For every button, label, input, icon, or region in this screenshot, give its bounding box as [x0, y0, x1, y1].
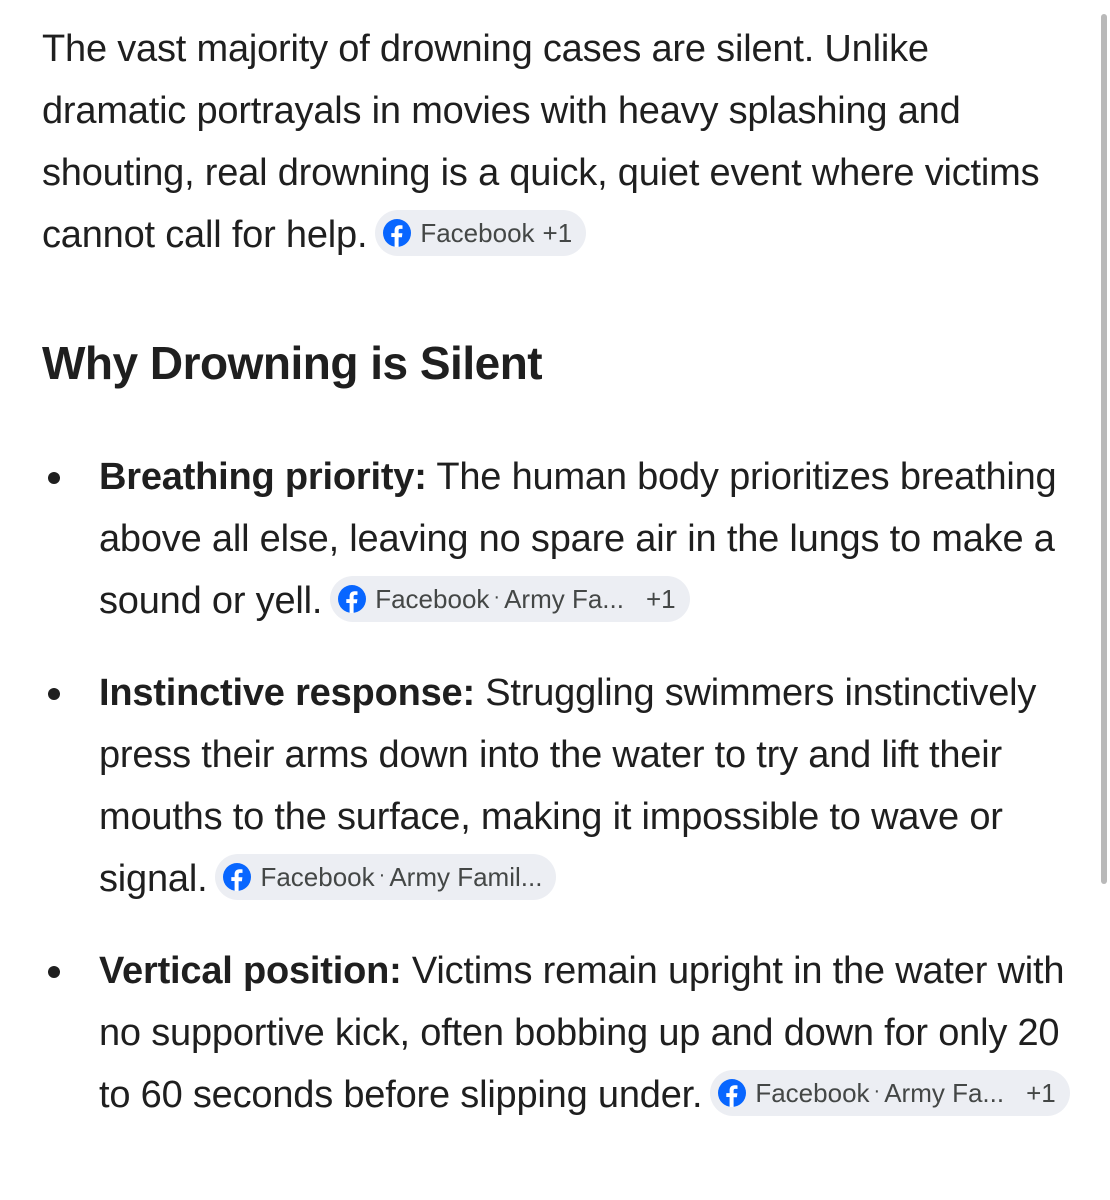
- chip-source-label: Facebook: [375, 583, 490, 614]
- chip-more-count: +1: [1026, 1077, 1056, 1108]
- chip-secondary-label: Army Fa...: [884, 1077, 1005, 1108]
- list-item: [42, 662, 1082, 910]
- scrollbar-thumb[interactable]: [1101, 14, 1107, 884]
- bullet-text: Struggling swimmers instinctively press their arms down into the water to try and lift their mouths to the surface, making it impossible to wave or signal.: [99, 672, 1037, 900]
- bullet-lead: Instinctive response:: [99, 672, 475, 714]
- list-item: [42, 446, 1082, 632]
- intro-text: The vast majority of drowning cases are silent. Unlike dramatic portrayals in movies with heavy splashing and shouting, real drowning is a quick, quiet event where victims cannot call for help.: [42, 28, 1040, 256]
- chip-secondary-label: Army Famil...: [389, 861, 543, 892]
- chip-more-count: +1: [542, 217, 573, 248]
- bullet-dot: [48, 966, 60, 978]
- source-chip-instinctive[interactable]: [215, 854, 556, 900]
- facebook-icon: [718, 1079, 746, 1107]
- facebook-icon: [223, 863, 251, 891]
- ai-overview-content: [42, 18, 1082, 1116]
- bullet-text: The human body prioritizes breathing above all else, leaving no spare air in the lungs to make a sound or yell.: [99, 456, 1057, 622]
- chip-separator: ·: [873, 1079, 881, 1102]
- chip-source-label: Facebook: [420, 217, 535, 248]
- chip-source-label: Facebook: [260, 861, 375, 892]
- bullet-text: Victims remain upright in the water with no supportive kick, often bobbing up and down for only 20 to 60 seconds before slipping under.: [99, 950, 1065, 1116]
- bullet-dot: [48, 472, 60, 484]
- source-chip-breathing[interactable]: [330, 576, 689, 622]
- chip-separator: ·: [378, 863, 386, 886]
- chip-source-label: Facebook: [755, 1077, 870, 1108]
- source-chip-vertical[interactable]: [710, 1070, 1069, 1116]
- chip-more-count: +1: [645, 583, 676, 614]
- chip-separator: ·: [493, 585, 501, 608]
- facebook-icon: [338, 585, 366, 613]
- facebook-icon: [383, 219, 411, 247]
- reasons-list: [42, 446, 1082, 1156]
- list-item: [42, 940, 1082, 1126]
- source-chip-intro[interactable]: [375, 210, 586, 256]
- section-heading: Why Drowning is Silent: [42, 337, 543, 389]
- intro-paragraph: [42, 18, 1082, 266]
- bullet-lead: Breathing priority:: [99, 456, 427, 498]
- bullet-lead: Vertical position:: [99, 950, 402, 992]
- chip-secondary-label: Army Fa...: [504, 583, 624, 614]
- bullet-dot: [48, 688, 60, 700]
